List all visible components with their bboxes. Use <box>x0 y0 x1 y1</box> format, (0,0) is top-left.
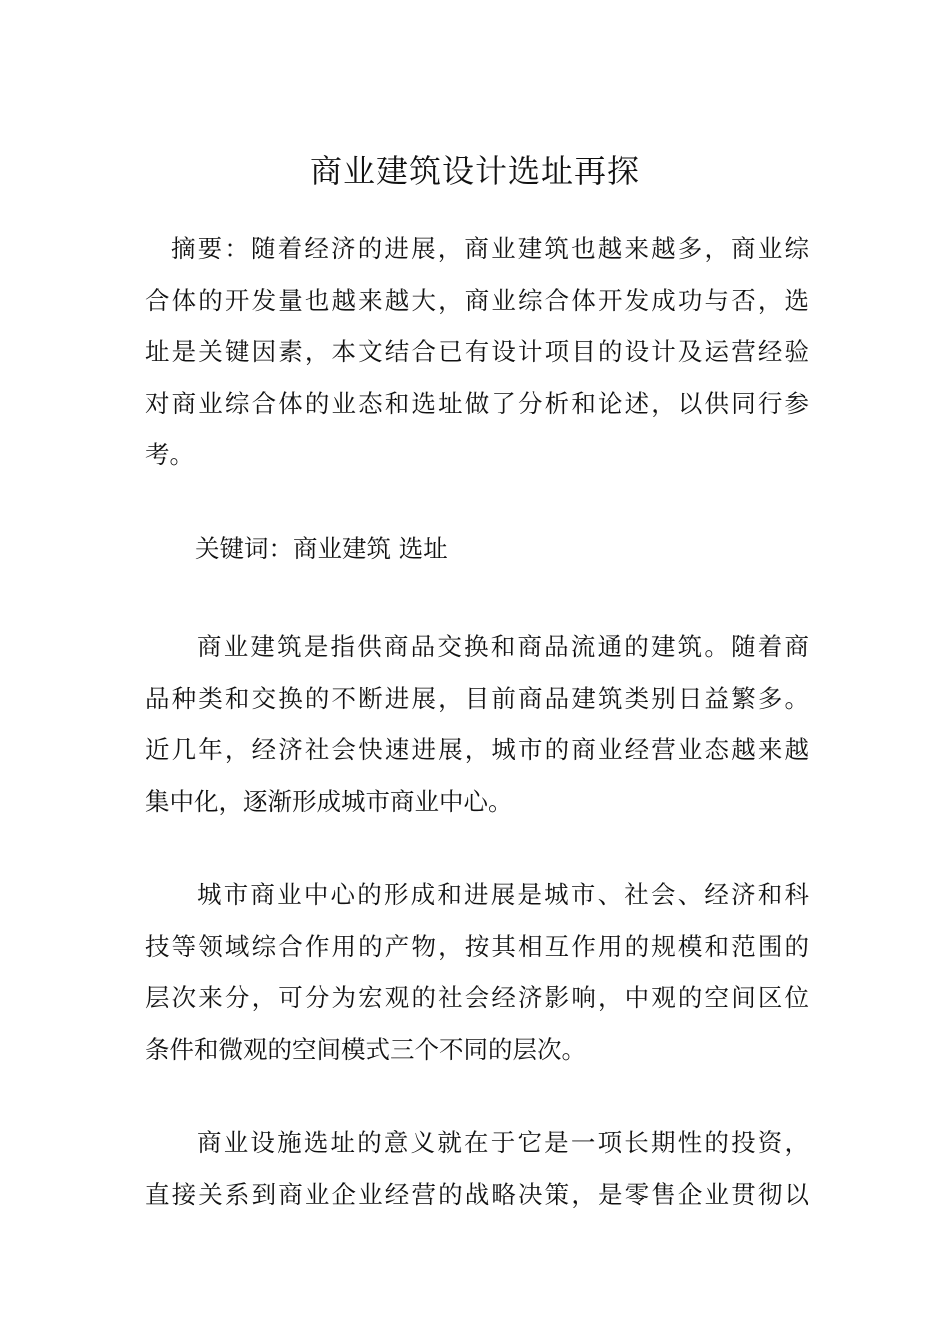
paragraph-line: 条件和微观的空间模式三个不同的层次。 <box>145 1034 586 1064</box>
abstract-line: 摘要：随着经济的进展，商业建筑也越来越多，商业综 <box>171 234 809 263</box>
paragraph-line: 商业建筑是指供商品交换和商品流通的建筑。随着商 <box>197 632 809 661</box>
body-paragraph <box>145 1117 809 1220</box>
abstract-line: 对商业综合体的业态和选址做了分析和论述，以供同行参 <box>145 388 809 418</box>
body-paragraph <box>145 621 809 827</box>
paragraph-line: 城市商业中心的形成和进展是城市、社会、经济和科 <box>197 880 809 909</box>
paragraph-line: 层次来分，可分为宏观的社会经济影响，中观的空间区位 <box>145 983 809 1012</box>
paragraph-line: 技等领域综合作用的产物，按其相互作用的规模和范围的 <box>145 931 809 961</box>
document-title: 商业建筑设计选址再探 <box>309 152 640 191</box>
abstract-line: 址是关键因素，本文结合已有设计项目的设计及运营经验 <box>145 337 809 366</box>
body-paragraph <box>145 869 809 1075</box>
paragraph-line: 直接关系到商业企业经营的战略决策，是零售企业贯彻以 <box>145 1179 809 1209</box>
paragraph-line: 品种类和交换的不断进展，目前商品建筑类别日益繁多。 <box>145 683 809 713</box>
paragraph-line: 集中化，逐渐形成城市商业中心。 <box>145 786 513 816</box>
paragraph-line: 商业设施选址的意义就在于它是一项长期性的投资， <box>197 1128 809 1157</box>
abstract-line: 合体的开发量也越来越大，商业综合体开发成功与否，选 <box>145 285 809 315</box>
abstract-paragraph <box>145 223 809 481</box>
keywords-line: 关键词：商业建筑 选址 <box>195 534 448 563</box>
paragraph-line: 近几年，经济社会快速进展，城市的商业经营业态越来越 <box>145 735 809 764</box>
abstract-line: 考。 <box>145 440 194 469</box>
